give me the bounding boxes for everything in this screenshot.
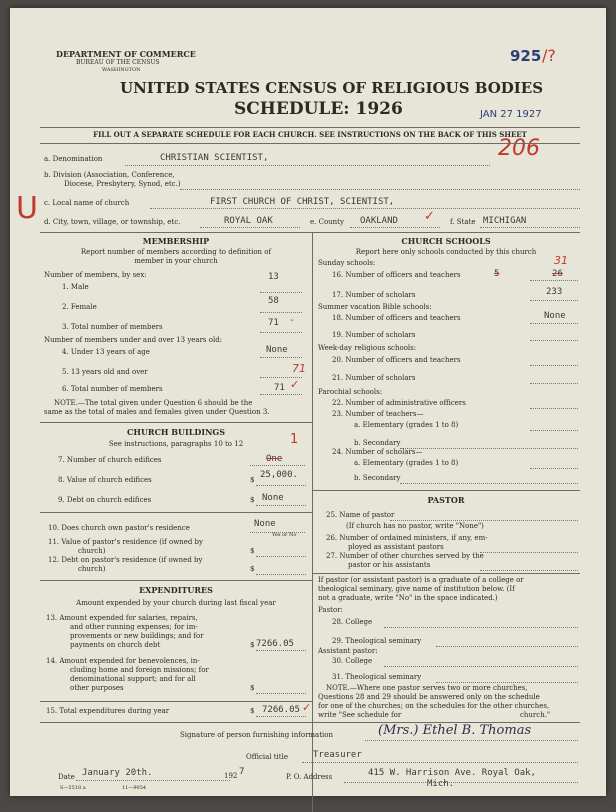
local-name-label: c. Local name of church [44,199,130,207]
total-members-label: 3. Total number of members [62,323,163,331]
q14-field[interactable] [256,693,306,694]
expenditures-heading: EXPENDITURES [139,585,213,595]
membership-heading: MEMBERSHIP [142,236,210,246]
q14-label-4: other purposes [70,684,124,692]
q28-label: 28. College [332,618,373,626]
county-field[interactable]: OAKLAND [360,216,398,226]
q31-label: 31. Theological seminary [332,673,422,681]
residence-label: 10. Does church own pastor's residence [48,524,190,532]
address-field[interactable]: 415 W. Harrison Ave. Royal Oak, [368,768,536,778]
q30-field[interactable] [384,666,578,667]
dollar-sign: $ [250,684,255,692]
bureau-label: BUREAU OF THE CENSUS [76,59,160,66]
dollar-sign: $ [250,476,255,484]
q22-label: 22. Number of administrative officers [332,399,466,407]
members-by-age-label: Number of members under and over 13 years old: [44,336,223,344]
edifice-debt-field[interactable]: None [262,493,284,503]
q15-field[interactable]: 7266.05 [262,705,300,715]
q26-label-2: ployed as assistant pastors [348,543,444,551]
q14-label-2: cluding home and foreign missions; for [70,666,209,674]
weekday-schools-label: Week-day religious schools: [318,344,417,352]
check-mark-icon: ✓ [302,701,312,714]
census-schedule-sheet [10,8,606,796]
residence-value-label-2: church) [78,547,106,555]
divider [40,143,580,144]
buildings-heading: CHURCH BUILDINGS [127,427,225,437]
over-13-label: 5. 13 years old and over [62,368,148,376]
q18-field[interactable]: None [544,311,566,321]
q15-label: 15. Total expenditures during year [46,707,170,715]
print-number: 11—9054 [122,785,147,791]
q23b-field[interactable] [400,448,578,449]
graduate-instr-1: If pastor (or assistant pastor) is a graduate of a college or [318,576,524,584]
date-label: Date [58,773,75,781]
divider [40,580,312,581]
stamp-check-mark: /? [542,46,556,65]
graduate-instr-3: not a graduate, write "No" in the space indicated.) [318,594,498,602]
division-field[interactable] [180,189,580,190]
q25-hint: (If church has no pastor, write "None") [346,522,484,530]
divider [40,512,312,513]
q20-label: 20. Number of officers and teachers [332,356,461,364]
division-label: b. Division (Association, Conference, [44,171,175,179]
q17-label: 17. Number of scholars [332,291,416,299]
state-field[interactable]: MICHIGAN [483,216,527,226]
form-number: S—5518 a [60,785,86,791]
address-field-2[interactable]: Mich. [427,779,455,789]
dollar-sign: $ [250,547,255,555]
summer-schools-label: Summer vacation Bible schools: [318,303,432,311]
edifice-value-field[interactable]: 25,000. [260,470,298,480]
divider [40,701,312,702]
q23-label: 23. Number of teachers— [332,410,424,418]
year-prefix: 192 [224,772,238,780]
q23a-label: a. Elementary (grades 1 to 8) [354,421,459,429]
q27-label-2: pastor or his assistants [348,561,431,569]
q13-label-4: payments on church debt [70,641,161,649]
edifices-correction: 1 [290,432,299,447]
dollar-sign: $ [250,707,255,715]
margin-mark: U [16,191,38,226]
q14-label-1: 14. Amount expended for benevolences, in- [46,657,200,665]
parochial-schools-label: Parochial schools: [318,388,383,396]
dollar-sign: $ [250,496,255,504]
handwritten-code: 206 [498,136,540,161]
divider [40,232,580,233]
residence-value-label: 11. Value of pastor's residence (if owned by [48,538,203,546]
pastor-heading: PASTOR [427,495,465,505]
q24a-field[interactable] [530,468,578,469]
q31-field[interactable] [436,682,578,683]
q21-field[interactable] [530,383,578,384]
form-title: UNITED STATES CENSUS OF RELIGIOUS BODIES [120,79,544,97]
tick-mark-icon: ‑ [290,315,294,326]
q13-label-1: 13. Amount expended for salaries, repairs, [46,614,198,622]
q20-field[interactable] [530,365,578,366]
department-label: DEPARTMENT OF COMMERCE [56,49,196,59]
q27-field[interactable] [480,570,578,571]
edifices-label: 7. Number of church edifices [58,456,162,464]
pastor-note-4: write "See schedule for [318,711,402,719]
q24-label: 24. Number of scholars— [332,448,423,456]
divider [312,490,580,491]
schools-intro: Report here only schools conducted by this church [355,248,537,256]
check-mark-icon: ✓ [424,209,435,224]
female-label: 2. Female [62,303,97,311]
residence-debt-label: 12. Debt on pastor's residence (if owned by [48,556,203,564]
q16-correction: 31 [554,254,568,267]
pastor-note-2: Questions 28 and 29 should be answered only on the schedule [318,693,540,701]
sunday-schools-label: Sunday schools: [318,259,376,267]
members-by-sex-label: Number of members, by sex: [44,271,147,279]
address-label: P. O. Address [286,773,333,781]
pastor-note-1: NOTE.—Where one pastor serves two or more churches, [326,684,528,692]
q23a-field[interactable] [530,430,578,431]
q16-struck-value: 5 [494,269,500,279]
schools-heading: CHURCH SCHOOLS [401,236,491,246]
q19-field[interactable] [530,340,578,341]
date-field[interactable]: January 20th. [82,768,153,778]
edifice-debt-label: 9. Debt on church edifices [58,496,152,504]
q22-field[interactable] [530,408,578,409]
q21-label: 21. Number of scholars [332,374,416,382]
over-13-field[interactable]: 71 [292,362,306,375]
divider [312,573,580,574]
q13-label-3: provements or new buildings; and for [70,632,204,640]
residence-field[interactable]: None [254,519,276,529]
pastor-sub-label: Pastor: [318,606,343,614]
q13-label-2: and other running expenses; for im- [70,623,198,631]
q24a-label: a. Elementary (grades 1 to 8) [354,459,459,467]
under-13-label: 4. Under 13 years of age [62,348,150,356]
male-count-field[interactable]: 13 [268,272,279,282]
q27-label-1: 27. Number of other churches served by the [326,552,484,560]
denomination-label: a. Denomination [44,155,103,163]
schedule-title: SCHEDULE: 1926 [234,99,403,119]
assistant-sub-label: Assistant pastor: [318,647,378,655]
city-town-label: d. City, town, village, or township, etc. [44,218,181,226]
divider [40,422,312,423]
q14-label-3: denominational support; and for all [70,675,196,683]
local-name-field[interactable]: FIRST CHURCH OF CHRIST, SCIENTIST, [210,197,395,207]
pastor-note-4b: church." [520,711,551,719]
q16-label: 16. Number of officers and teachers [332,271,461,279]
city-field[interactable]: ROYAL OAK [224,216,273,226]
residence-debt-label-2: church) [78,565,106,573]
q16-field[interactable]: 26 [552,269,563,279]
county-label: e. County [310,218,344,226]
q24b-field[interactable] [400,483,578,484]
q18-label: 18. Number of officers and teachers [332,314,461,322]
instructions-line: FILL OUT A SEPARATE SCHEDULE FOR EACH CHURCH. SEE INSTRUCTIONS ON THE BACK OF THIS SHEET [93,130,527,139]
q29-label: 29. Theological seminary [332,637,422,645]
q13-field[interactable]: 7266.05 [256,639,294,649]
official-title-label: Official title [246,753,288,761]
check-mark-icon: ✓ [290,378,300,391]
q26-field[interactable] [480,552,578,553]
edifice-value-label: 8. Value of church edifices [58,476,152,484]
membership-note-2: same as the total of males and females given under Question 3. [44,408,270,416]
dollar-sign: $ [250,565,255,573]
pastor-name-field[interactable] [390,520,578,521]
edifices-field[interactable]: One [266,454,283,464]
q26-label-1: 26. Number of ordained ministers, if any, em- [326,534,488,542]
pastor-note-3: for one of the churches; on the schedules for the other churches, [318,702,550,710]
membership-intro-2: member in your church [134,257,218,265]
column-divider [312,232,313,812]
total-members-field[interactable]: 71 [268,318,279,328]
signature-field[interactable]: (Mrs.) Ethel B. Thomas [378,723,532,738]
male-label: 1. Male [62,283,89,291]
membership-note-1: NOTE.—The total given under Question 6 should be the [54,399,253,407]
q28-field[interactable] [384,627,578,628]
received-date-stamp: JAN 27 1927 [480,109,542,120]
division-label-2: Diocese, Presbytery, Synod, etc.) [64,180,181,188]
female-count-field[interactable]: 58 [268,296,279,306]
q24b-label: b. Secondary [354,474,401,482]
q25-label: 25. Name of pastor [326,511,395,519]
year-field[interactable]: 7 [239,767,245,777]
total-members-6-field[interactable]: 71 [274,383,285,393]
buildings-intro: See instructions, paragraphs 10 to 12 [108,440,244,448]
graduate-instr-2: theological seminary, give name of institution below. (If [318,585,515,593]
total-members-6-label: 6. Total number of members [62,385,163,393]
membership-intro-1: Report number of members according to definition of [80,248,272,256]
state-label: f. State [450,218,476,226]
signature-label: Signature of person furnishing information [180,731,334,739]
city-label: WASHINGTON [102,67,141,73]
official-title-field[interactable]: Treasurer [313,750,362,760]
under-13-field[interactable]: None [266,345,288,355]
stamp-number: 925 [510,47,542,65]
q23b-label: b. Secondary [354,439,401,447]
q17-field[interactable]: 233 [546,287,563,297]
yes-no-hint: Yes or No [272,532,297,538]
q29-field[interactable] [436,646,578,647]
denomination-field[interactable]: CHRISTIAN SCIENTIST, [160,153,269,163]
expenditures-intro: Amount expended by your church during last fiscal year [76,599,276,607]
q19-label: 19. Number of scholars [332,331,416,339]
q30-label: 30. College [332,657,373,665]
residence-debt-field[interactable] [256,574,306,575]
divider [40,127,580,128]
dollar-sign: $ [250,641,255,649]
residence-value-field[interactable] [256,556,306,557]
